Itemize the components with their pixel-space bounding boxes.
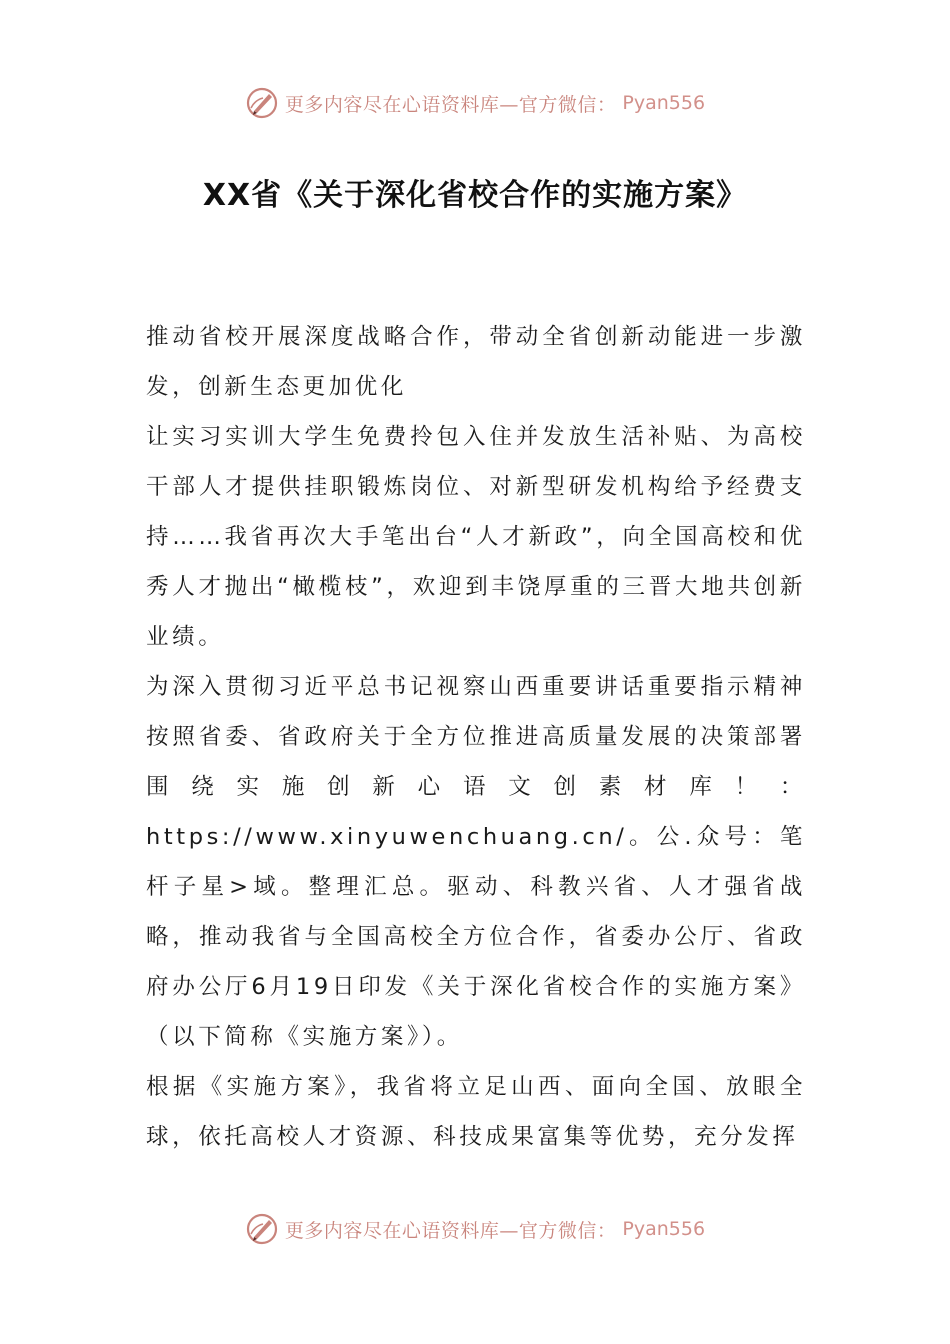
paragraph: 为深入贯彻习近平总书记视察山西重要讲话重要指示精神按照省委、省政府关于全方位推进高质量发展的决策部署围绕实施创新心语文创素材库！：https://www.xinyuwenchuang.cn/。公.众号：笔杆子星>域。整理汇总。驱动、科教兴省、人才强省战略，推动我省与全国高校全方位合作，省委办公厅、省政府办公厅6月19日印发《关于深化省校合作的实施方案》（以下简称《实施方案》）。 bbox=[146, 674, 806, 1050]
quill-logo-icon bbox=[245, 1212, 279, 1246]
paragraph: 推动省校开展深度战略合作，带动全省创新动能进一步激发，创新生态更加优化 bbox=[146, 324, 806, 400]
header-watermark bbox=[0, 86, 950, 120]
watermark-wechat-id: Pyan556 bbox=[622, 1218, 706, 1240]
watermark-wechat-id: Pyan556 bbox=[622, 92, 706, 114]
document-title: XX省《关于深化省校合作的实施方案》 bbox=[202, 178, 748, 213]
watermark-text: 更多内容尽在心语资料库—官方微信： bbox=[284, 93, 617, 116]
paragraph: 根据《实施方案》，我省将立足山西、面向全国、放眼全球，依托高校人才资源、科技成果富集等优势，充分发挥 bbox=[146, 1074, 806, 1150]
footer-watermark bbox=[0, 1212, 950, 1246]
quill-logo-icon bbox=[245, 86, 279, 120]
watermark-text: 更多内容尽在心语资料库—官方微信： bbox=[284, 1219, 617, 1242]
paragraph: 让实习实训大学生免费拎包入住并发放生活补贴、为高校干部人才提供挂职锻炼岗位、对新型研发机构给予经费支持……我省再次大手笔出台“人才新政”，向全国高校和优秀人才抛出“橄榄枝”，欢迎到丰饶厚重的三晋大地共创新业绩。 bbox=[146, 424, 806, 650]
document-body bbox=[146, 312, 806, 1162]
